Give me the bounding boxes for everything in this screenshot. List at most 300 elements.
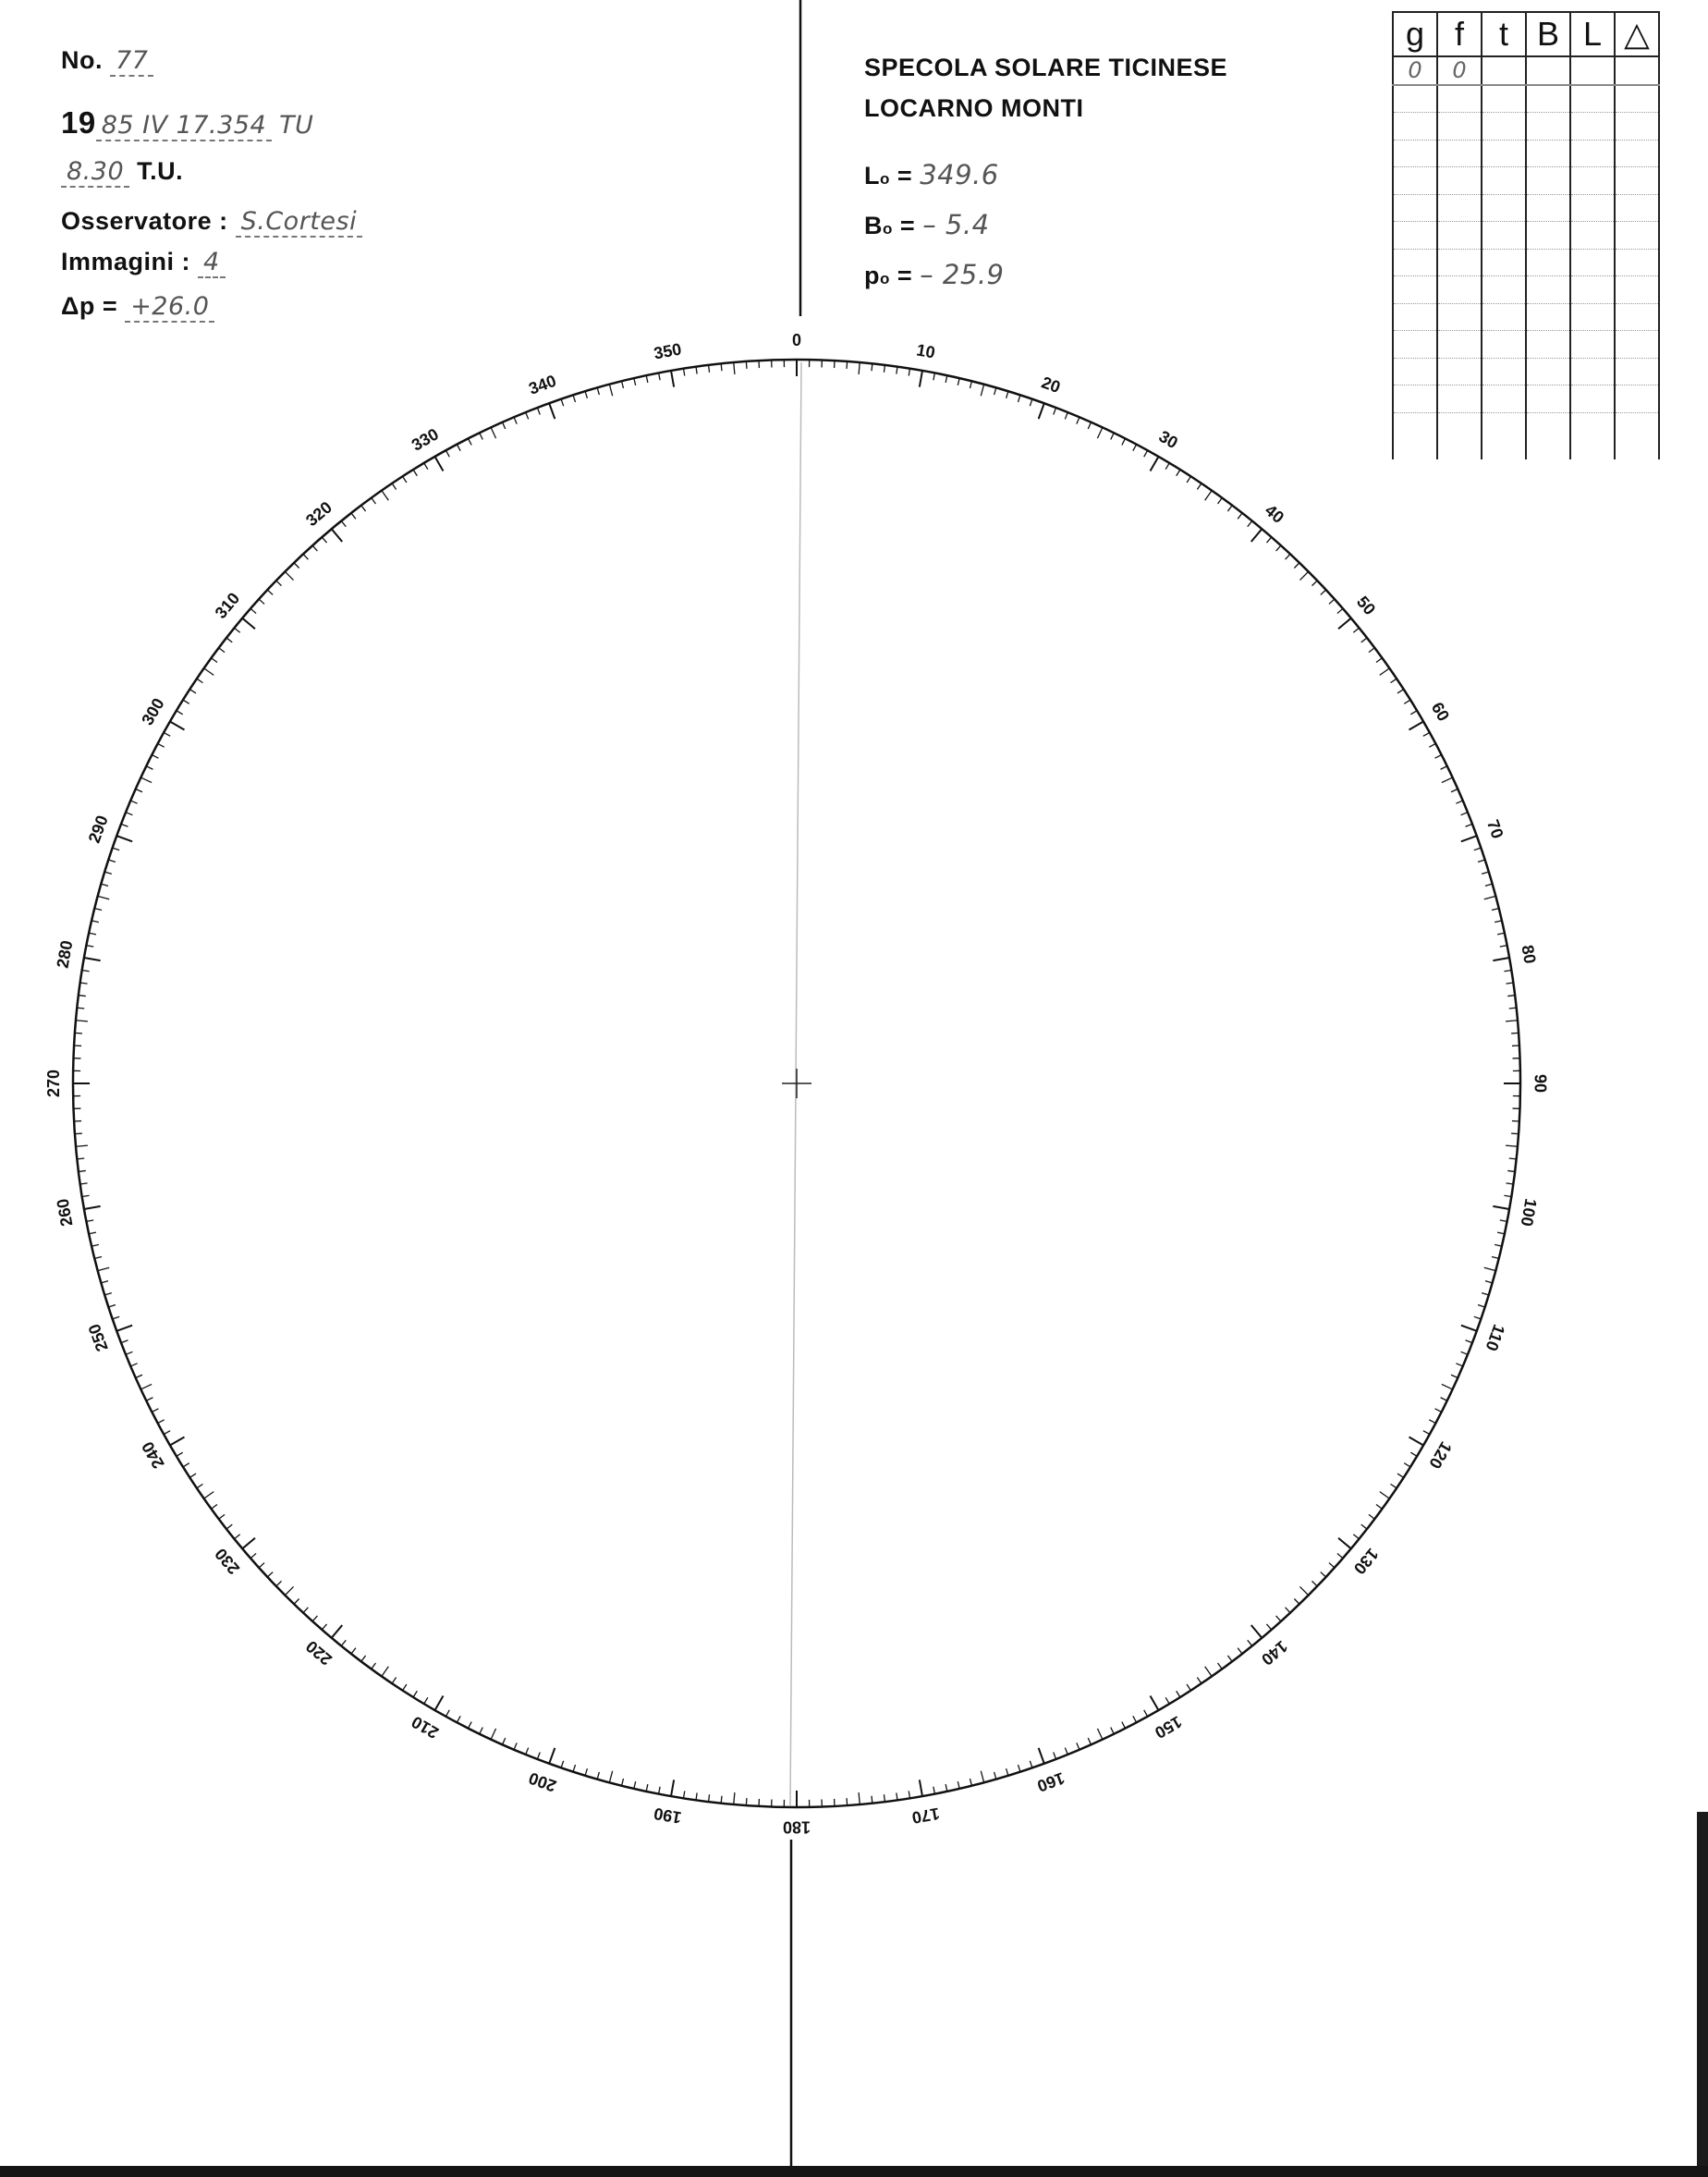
scan-bottom-edge: [0, 2166, 1708, 2177]
scale-tick: [1006, 1768, 1008, 1776]
scale-tick: [1494, 1244, 1502, 1246]
scale-tick: [1286, 554, 1290, 559]
table-cell: [1393, 113, 1437, 141]
scale-tick: [1299, 571, 1308, 580]
scale-tick: [537, 408, 540, 414]
scale-tick: [382, 1667, 388, 1677]
table-cell: [1437, 167, 1482, 195]
table-cell: [1570, 194, 1615, 222]
scale-tick: [82, 1195, 90, 1196]
scale-tick: [1151, 457, 1159, 471]
table-cell: [1615, 113, 1659, 141]
scale-tick: [1251, 529, 1263, 542]
scale-tick: [294, 1598, 299, 1604]
scale-tick: [1177, 470, 1180, 476]
scale-label-50: 50: [1352, 592, 1380, 619]
table-cell: [1437, 303, 1482, 331]
scale-tick: [526, 412, 529, 419]
scale-tick: [1088, 1738, 1091, 1744]
scale-tick: [104, 872, 112, 874]
table-cell: 0: [1437, 56, 1482, 85]
table-cell: [1437, 113, 1482, 141]
scale-tick: [1504, 1195, 1511, 1196]
scale-tick: [1456, 801, 1462, 803]
scale-label-190: 190: [652, 1804, 683, 1828]
scale-tick: [1376, 1505, 1382, 1510]
scale-tick: [585, 391, 587, 398]
scale-tick: [561, 399, 564, 407]
scale-tick: [734, 1792, 735, 1804]
table-cell: [1437, 385, 1482, 413]
scale-tick: [121, 1340, 128, 1343]
scale-tick: [76, 1145, 88, 1146]
scale-tick: [1054, 408, 1056, 414]
scale-tick: [1329, 599, 1335, 604]
scale-tick: [1435, 755, 1442, 759]
scale-tick: [189, 1474, 196, 1477]
scale-tick: [1493, 1206, 1509, 1209]
scale-tick: [101, 1281, 108, 1283]
scale-tick: [549, 1748, 555, 1764]
scale-label-80: 80: [1518, 943, 1540, 965]
scale-tick: [1227, 1656, 1232, 1661]
scale-label-300: 300: [138, 694, 168, 728]
scale-tick: [77, 1158, 84, 1159]
scale-tick: [234, 1535, 239, 1539]
scale-tick: [1248, 1640, 1252, 1645]
date-suffix: TU: [279, 111, 314, 140]
scale-tick: [75, 1133, 82, 1134]
table-cell: [1482, 303, 1526, 331]
p0-value: – 25.9: [920, 259, 1005, 290]
scale-tick: [121, 824, 128, 826]
scale-tick: [1312, 581, 1317, 586]
scale-tick: [183, 1463, 189, 1467]
images-count: [61, 248, 226, 276]
number-label: No.: [61, 46, 103, 74]
table-cell: [1393, 331, 1437, 359]
scale-tick: [361, 1656, 366, 1661]
scale-tick: [1506, 1145, 1518, 1146]
col-g: g: [1393, 12, 1437, 56]
scale-tick: [1423, 732, 1430, 736]
scale-tick: [1088, 422, 1091, 429]
scale-tick: [1187, 476, 1190, 483]
scale-tick: [242, 618, 255, 630]
scale-tick: [267, 1572, 273, 1577]
scale-label-130: 130: [1349, 1545, 1383, 1578]
scale-tick: [259, 599, 264, 604]
scale-tick: [970, 1779, 971, 1786]
scale-tick: [204, 668, 214, 675]
scale-tick: [372, 498, 376, 504]
scale-tick: [303, 1608, 308, 1613]
table-row: [1393, 194, 1659, 222]
scale-label-260: 260: [53, 1197, 77, 1229]
scale-tick: [140, 1384, 152, 1388]
scale-tick: [859, 1792, 860, 1804]
institution-location: LOCARNO MONTI: [864, 94, 1084, 122]
scale-tick: [1151, 1696, 1159, 1711]
scale-label-70: 70: [1482, 817, 1507, 841]
L0-label: L: [864, 162, 880, 190]
scale-tick: [1133, 1716, 1137, 1722]
table-cell: [1393, 85, 1437, 113]
scale-tick: [1197, 1678, 1201, 1684]
table-cell: [1393, 167, 1437, 195]
table-cell: [1526, 276, 1570, 304]
table-row: [1393, 249, 1659, 276]
scale-label-270: 270: [43, 1069, 63, 1098]
scale-tick: [457, 445, 460, 451]
scale-tick: [526, 1748, 529, 1755]
table-cell: [1482, 385, 1526, 413]
scale-tick: [108, 1304, 116, 1306]
scale-tick: [177, 711, 183, 715]
scale-tick: [108, 860, 116, 862]
scale-tick: [312, 1616, 317, 1621]
scale-tick: [250, 608, 256, 613]
scale-tick: [847, 1798, 848, 1805]
scale-tick: [1485, 1281, 1493, 1283]
scale-tick: [1410, 711, 1417, 715]
table-cell: [1482, 194, 1526, 222]
scale-tick: [1461, 836, 1477, 841]
scale-tick: [1474, 1316, 1482, 1319]
scale-tick: [351, 1648, 356, 1654]
scale-tick: [1478, 860, 1485, 862]
table-cell: [1437, 85, 1482, 113]
scale-label-150: 150: [1152, 1712, 1186, 1743]
scale-tick: [1266, 537, 1271, 543]
table-cell: [1482, 56, 1526, 85]
scale-tick: [445, 450, 449, 457]
scale-tick: [372, 1663, 376, 1669]
table-cell: [1482, 249, 1526, 276]
scale-tick: [946, 1784, 947, 1792]
scale-tick: [413, 1691, 417, 1697]
scale-tick: [1030, 1761, 1032, 1768]
scale-tick: [1456, 1364, 1462, 1366]
scale-tick: [646, 375, 648, 383]
L0-equals: =: [897, 162, 913, 190]
scale-tick: [671, 1780, 674, 1796]
B0-sub: o: [883, 220, 893, 238]
scale-tick: [1361, 1524, 1367, 1529]
col-delta: △: [1615, 12, 1659, 56]
scale-tick: [469, 1722, 472, 1729]
table-cell: [1615, 412, 1659, 459]
scale-tick: [1461, 1326, 1477, 1331]
scale-tick: [1380, 1492, 1390, 1498]
scale-tick: [113, 1316, 120, 1319]
scale-tick: [1338, 1538, 1351, 1549]
scale-tick: [1054, 1753, 1056, 1759]
scale-tick: [98, 896, 110, 899]
scale-tick: [549, 403, 555, 419]
scale-tick: [1205, 1667, 1212, 1677]
scale-label-170: 170: [910, 1804, 942, 1828]
table-row: [1393, 303, 1659, 331]
scale-tick: [234, 628, 239, 632]
table-cell: [1615, 303, 1659, 331]
scale-tick: [1492, 909, 1499, 911]
scale-label-10: 10: [915, 340, 937, 362]
scale-tick: [1251, 1625, 1263, 1638]
scale-tick: [1238, 1648, 1242, 1654]
B0-label: B: [864, 212, 883, 239]
table-cell: [1482, 276, 1526, 304]
scale-tick: [696, 1792, 697, 1800]
scale-tick: [101, 884, 108, 886]
scale-label-250: 250: [84, 1321, 112, 1354]
scale-label-110: 110: [1482, 1322, 1509, 1354]
scale-tick: [212, 1505, 217, 1510]
scale-tick: [1506, 983, 1513, 984]
table-cell: [1482, 140, 1526, 167]
scale-tick: [1369, 648, 1374, 653]
scale-tick: [503, 1738, 506, 1744]
scale-tick: [1404, 1463, 1410, 1467]
scale-tick: [684, 1791, 685, 1798]
scale-tick: [104, 1293, 112, 1295]
scale-tick: [1338, 618, 1351, 630]
scale-label-210: 210: [408, 1712, 442, 1743]
scale-tick: [933, 373, 935, 380]
scale-tick: [322, 537, 326, 543]
table-cell: [1393, 276, 1437, 304]
scale-tick: [1492, 1256, 1499, 1258]
delta-label: Δp =: [61, 292, 118, 320]
scale-tick: [77, 1008, 84, 1009]
scale-tick: [84, 958, 101, 960]
scale-tick: [1509, 1008, 1517, 1009]
scale-tick: [1474, 848, 1482, 850]
scale-label-180: 180: [782, 1817, 811, 1837]
scale-tick: [86, 946, 93, 948]
scale-tick: [609, 1771, 612, 1783]
scale-tick: [140, 777, 152, 782]
scale-tick: [480, 1728, 483, 1734]
table-cell: [1393, 194, 1437, 222]
col-B: B: [1526, 12, 1570, 56]
scale-tick: [219, 648, 225, 653]
scale-tick: [1484, 896, 1496, 899]
L0-value: 349.6: [920, 159, 999, 190]
scale-tick: [435, 1696, 444, 1711]
table-cell: [1437, 358, 1482, 385]
table-row: [1393, 331, 1659, 359]
scale-tick: [491, 427, 495, 438]
scale-tick: [1409, 1437, 1424, 1446]
scale-tick: [152, 755, 158, 759]
scale-label-340: 340: [526, 371, 559, 398]
ephemeris-B0: [864, 209, 990, 240]
scale-tick: [212, 658, 217, 663]
scale-label-320: 320: [302, 497, 336, 531]
scale-tick: [1497, 933, 1505, 935]
table-cell: [1570, 249, 1615, 276]
scale-label-290: 290: [84, 813, 112, 846]
scale-tick: [392, 1678, 396, 1684]
scale-tick: [597, 1772, 599, 1780]
scale-tick: [126, 813, 132, 815]
scale-tick: [920, 371, 922, 387]
col-f: f: [1437, 12, 1482, 56]
table-cell: [1482, 222, 1526, 250]
table-cell: [1437, 249, 1482, 276]
scale-label-120: 120: [1425, 1438, 1456, 1473]
scale-tick: [1397, 1474, 1404, 1477]
scale-tick: [126, 1351, 132, 1354]
scale-tick: [1429, 1420, 1435, 1424]
scale-tick: [958, 378, 959, 385]
scale-tick: [709, 1794, 710, 1802]
scale-tick: [1144, 1710, 1148, 1717]
scale-tick: [659, 1787, 661, 1794]
scale-tick: [219, 1514, 225, 1519]
table-cell: [1526, 194, 1570, 222]
scale-tick: [746, 1798, 747, 1805]
scale-tick: [392, 483, 396, 490]
scale-tick: [1423, 1431, 1430, 1435]
scale-tick: [1451, 1375, 1458, 1377]
scale-tick: [573, 395, 575, 402]
scale-tick: [146, 766, 152, 770]
scale-tick: [116, 836, 132, 841]
scale-label-20: 20: [1039, 373, 1063, 397]
table-cell: [1437, 276, 1482, 304]
table-cell: [1482, 331, 1526, 359]
scale-tick: [84, 1206, 101, 1209]
scale-label-240: 240: [138, 1438, 168, 1473]
scale-tick: [1111, 433, 1115, 439]
scale-tick: [1312, 1581, 1317, 1586]
table-row: [1393, 56, 1659, 85]
scale-tick: [445, 1710, 449, 1717]
table-row: [1393, 276, 1659, 304]
table-cell: [1482, 85, 1526, 113]
scale-tick: [1504, 971, 1511, 972]
B0-equals: =: [899, 212, 916, 239]
scale-tick: [1144, 450, 1148, 457]
scale-tick: [1299, 1586, 1308, 1595]
table-cell: [1393, 412, 1437, 459]
scale-tick: [382, 491, 388, 501]
observation-number: [61, 46, 153, 75]
table-cell: [1615, 167, 1659, 195]
table-cell: [1526, 167, 1570, 195]
scale-tick: [480, 433, 483, 439]
number-value: 77: [110, 46, 153, 77]
scale-tick: [561, 1761, 564, 1768]
table-cell: [1570, 276, 1615, 304]
table-cell: [1526, 412, 1570, 459]
scale-tick: [351, 513, 356, 519]
table-cell: [1526, 249, 1570, 276]
scale-tick: [1111, 1728, 1115, 1734]
table-cell: [1393, 385, 1437, 413]
scale-tick: [1266, 1624, 1271, 1630]
table-cell: [1570, 331, 1615, 359]
scale-tick: [92, 921, 99, 923]
table-cell: [1437, 222, 1482, 250]
scale-tick: [1442, 1384, 1453, 1388]
table-header-row: [1393, 12, 1659, 56]
p0-equals: =: [897, 262, 913, 289]
observation-date: [61, 105, 313, 141]
scale-tick: [1077, 1743, 1080, 1749]
scale-tick: [170, 722, 185, 730]
table-cell: [1570, 140, 1615, 167]
table-cell: [1570, 113, 1615, 141]
scale-tick: [721, 363, 722, 371]
scale-tick: [1177, 1691, 1180, 1697]
scale-tick: [170, 1437, 185, 1446]
scale-tick: [79, 1170, 86, 1171]
scale-tick: [1509, 1158, 1517, 1159]
scale-tick: [1507, 996, 1515, 997]
table-cell: [1526, 56, 1570, 85]
scale-tick: [1018, 1765, 1019, 1772]
scale-tick: [177, 1452, 183, 1456]
scale-tick: [435, 457, 444, 471]
table-cell: [1615, 331, 1659, 359]
table-cell: 0: [1393, 56, 1437, 85]
scale-tick: [958, 1781, 959, 1789]
scale-tick: [1276, 545, 1281, 551]
scale-tick: [1482, 872, 1489, 874]
scale-tick: [341, 1640, 346, 1645]
scale-tick: [469, 438, 472, 445]
table-cell: [1437, 194, 1482, 222]
table-cell: [1615, 85, 1659, 113]
scale-tick: [1065, 412, 1068, 419]
scale-tick: [634, 1781, 636, 1789]
scale-tick: [1404, 700, 1410, 703]
scale-tick: [1442, 777, 1453, 782]
scale-tick: [1391, 1484, 1397, 1487]
table-cell: [1526, 331, 1570, 359]
scale-tick: [1493, 958, 1509, 960]
scale-tick: [1122, 1722, 1126, 1729]
table-row: [1393, 113, 1659, 141]
table-cell: [1615, 358, 1659, 385]
scale-tick: [684, 369, 685, 376]
scale-tick: [671, 371, 674, 387]
table-cell: [1437, 412, 1482, 459]
scale-tick: [1409, 722, 1424, 730]
scale-tick: [1286, 1608, 1290, 1613]
group-count-table: [1392, 11, 1660, 459]
delta-p: [61, 292, 214, 321]
scale-tick: [130, 1364, 137, 1366]
scale-tick: [86, 1220, 93, 1222]
scale-tick: [1187, 1684, 1190, 1691]
scale-tick: [1361, 638, 1367, 642]
scale-tick: [622, 1779, 624, 1786]
scale-tick: [332, 529, 343, 542]
scale-tick: [746, 361, 747, 369]
date-prefix: 19: [61, 105, 96, 140]
scale-tick: [1353, 628, 1359, 632]
scale-label-330: 330: [408, 424, 442, 455]
scale-tick: [276, 1581, 282, 1586]
date-value: 85 IV 17.354: [96, 111, 272, 141]
scale-tick: [183, 700, 189, 703]
scale-tick: [1018, 395, 1019, 402]
scale-tick: [514, 1743, 517, 1749]
